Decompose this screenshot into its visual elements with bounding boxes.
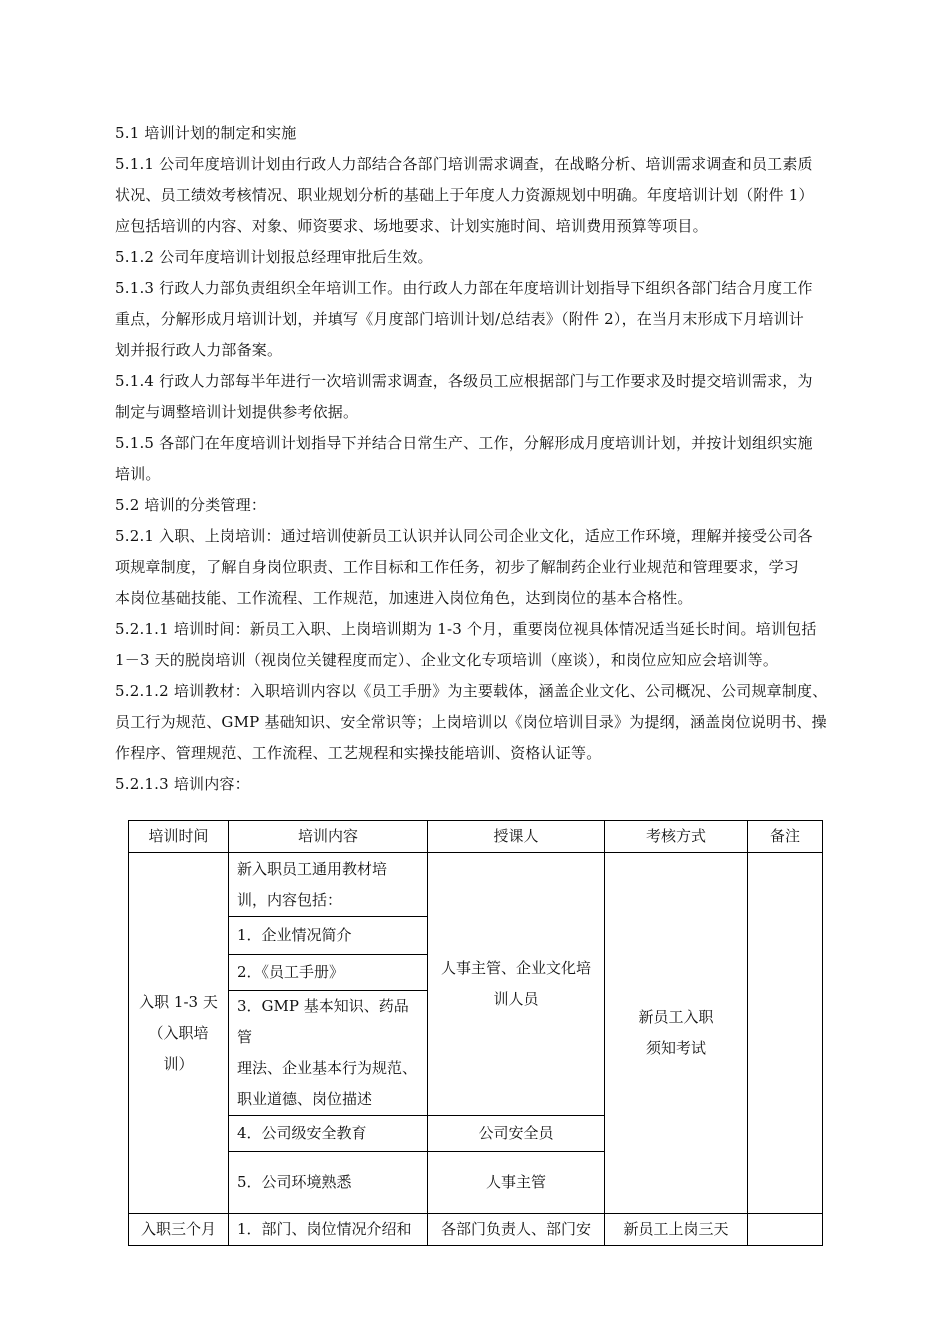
header-training-content: 培训内容 xyxy=(229,821,428,853)
paragraph-line: 5.1.4 行政人力部每半年进行一次培训需求调查，各级员工应根据部门与工作要求及时提交培训需求，为 xyxy=(115,372,813,390)
paragraph-line: 5.2.1.3 培训内容： xyxy=(115,775,250,793)
cell-time-group2: 入职三个月 xyxy=(129,1214,229,1246)
cell-content-item3 xyxy=(229,991,428,1116)
paragraph xyxy=(115,118,837,149)
cell-content-item2: 2．《员工手册》 xyxy=(229,955,428,991)
cell-line: 理法、企业基本行为规范、 xyxy=(237,1059,418,1077)
paragraph-line: 划并报行政人力部备案。 xyxy=(115,341,283,359)
cell-line: 训） xyxy=(163,1054,194,1073)
paragraph xyxy=(115,490,837,521)
cell-note-group1 xyxy=(748,853,823,1214)
paragraph-line: 培训。 xyxy=(115,465,161,483)
cell-teacher-main xyxy=(428,853,605,1116)
cell-assessment-group2: 新员工上岗三天 xyxy=(605,1214,748,1246)
training-content-table xyxy=(128,820,823,1246)
table-row xyxy=(129,853,823,917)
document-body xyxy=(115,118,837,800)
paragraph-line: 5.2 培训的分类管理： xyxy=(115,496,267,514)
cell-line: 须知考试 xyxy=(645,1039,706,1057)
table-header-row xyxy=(129,821,823,853)
cell-content-intro xyxy=(229,853,428,917)
paragraph xyxy=(115,428,837,490)
paragraph xyxy=(115,614,837,676)
paragraph-line: 应包括培训的内容、对象、师资要求、场地要求、计划实施时间、培训费用预算等项目。 xyxy=(115,217,708,235)
header-remarks: 备注 xyxy=(748,821,823,853)
paragraph xyxy=(115,242,837,273)
paragraph-line: 5.1.5 各部门在年度培训计划指导下并结合日常生产、工作，分解形成月度培训计划，并按计划组织实施 xyxy=(115,434,813,452)
cell-assessment-group1 xyxy=(605,853,748,1214)
paragraph-line: 5.1.1 公司年度培训计划由行政人力部结合各部门培训需求调查，在战略分析、培训需求调查和员工素质 xyxy=(115,155,813,173)
cell-note-group2 xyxy=(748,1214,823,1246)
paragraph-line: 1－3 天的脱岗培训（视岗位关键程度而定）、企业文化专项培训（座谈），和岗位应知应会培训等。 xyxy=(115,651,779,669)
paragraph-line: 制定与调整培训计划提供参考依据。 xyxy=(115,403,359,421)
cell-teacher-safety: 公司安全员 xyxy=(428,1116,605,1152)
paragraph-line: 5.1.2 公司年度培训计划报总经理审批后生效。 xyxy=(115,248,433,266)
cell-teacher-group2: 各部门负责人、部门安 xyxy=(428,1214,605,1246)
paragraph xyxy=(115,521,837,614)
paragraph xyxy=(115,149,837,242)
cell-line: 训，内容包括： xyxy=(237,890,343,909)
paragraph-line: 5.2.1.1 培训时间：新员工入职、上岗培训期为 1-3 个月，重要岗位视具体情况适当延长时间。培训包括 xyxy=(115,620,817,638)
paragraph-line: 重点，分解形成月培训计划，并填写《月度部门培训计划/总结表》（附件 2），在当月末形成下月培训计 xyxy=(115,310,804,328)
paragraph xyxy=(115,366,837,428)
cell-line: 新员工入职 xyxy=(638,1008,714,1026)
cell-teacher-env: 人事主管 xyxy=(428,1152,605,1214)
table-row xyxy=(129,1214,823,1246)
cell-line: （入职培 xyxy=(148,1023,209,1042)
paragraph-line: 5.1.3 行政人力部负责组织全年培训工作。由行政人力部在年度培训计划指导下组织各部门结合月度工作 xyxy=(115,279,813,297)
cell-content-item1: 1．企业情况简介 xyxy=(229,917,428,955)
cell-line: 人事主管、企业文化培 xyxy=(440,959,591,977)
paragraph-line: 项规章制度，了解自身岗位职责、工作目标和工作任务，初步了解制药企业行业规范和管理要求，学习 xyxy=(115,558,800,576)
paragraph xyxy=(115,273,837,366)
cell-line: 训人员 xyxy=(493,990,539,1008)
cell-content-item5: 5．公司环境熟悉 xyxy=(229,1152,428,1214)
paragraph xyxy=(115,769,837,800)
paragraph-line: 5.1 培训计划的制定和实施 xyxy=(115,124,297,142)
paragraph-line: 5.2.1.2 培训教材：入职培训内容以《员工手册》为主要载体，涵盖企业文化、公司概况、公司规章制度、 xyxy=(115,682,828,700)
header-training-time: 培训时间 xyxy=(129,821,229,853)
header-assessment: 考核方式 xyxy=(605,821,748,853)
cell-line: 入职 1-3 天 xyxy=(139,992,218,1011)
paragraph-line: 状况、员工绩效考核情况、职业规划分析的基础上于年度人力资源规划中明确。年度培训计划（附件 1） xyxy=(115,186,814,204)
paragraph-line: 员工行为规范、GMP 基础知识、安全常识等；上岗培训以《岗位培训目录》为提纲，涵盖岗位说明书、操 xyxy=(115,713,827,731)
cell-line: 3．GMP 基本知识、药品管 xyxy=(237,997,409,1046)
paragraph xyxy=(115,676,837,769)
paragraph-line: 本岗位基础技能、工作流程、工作规范，加速进入岗位角色，达到岗位的基本合格性。 xyxy=(115,589,693,607)
cell-line: 职业道德、岗位描述 xyxy=(237,1090,373,1108)
header-instructor: 授课人 xyxy=(428,821,605,853)
cell-content-group2: 1．部门、岗位情况介绍和 xyxy=(229,1214,428,1246)
paragraph-line: 作程序、管理规范、工作流程、工艺规程和实操技能培训、资格认证等。 xyxy=(115,744,602,762)
paragraph-line: 5.2.1 入职、上岗培训：通过培训使新员工认识并认同公司企业文化，适应工作环境，理解并接受公司各 xyxy=(115,527,813,545)
cell-time-group1 xyxy=(129,853,229,1214)
cell-line: 新入职员工通用教材培 xyxy=(237,859,388,878)
cell-content-item4: 4．公司级安全教育 xyxy=(229,1116,428,1152)
